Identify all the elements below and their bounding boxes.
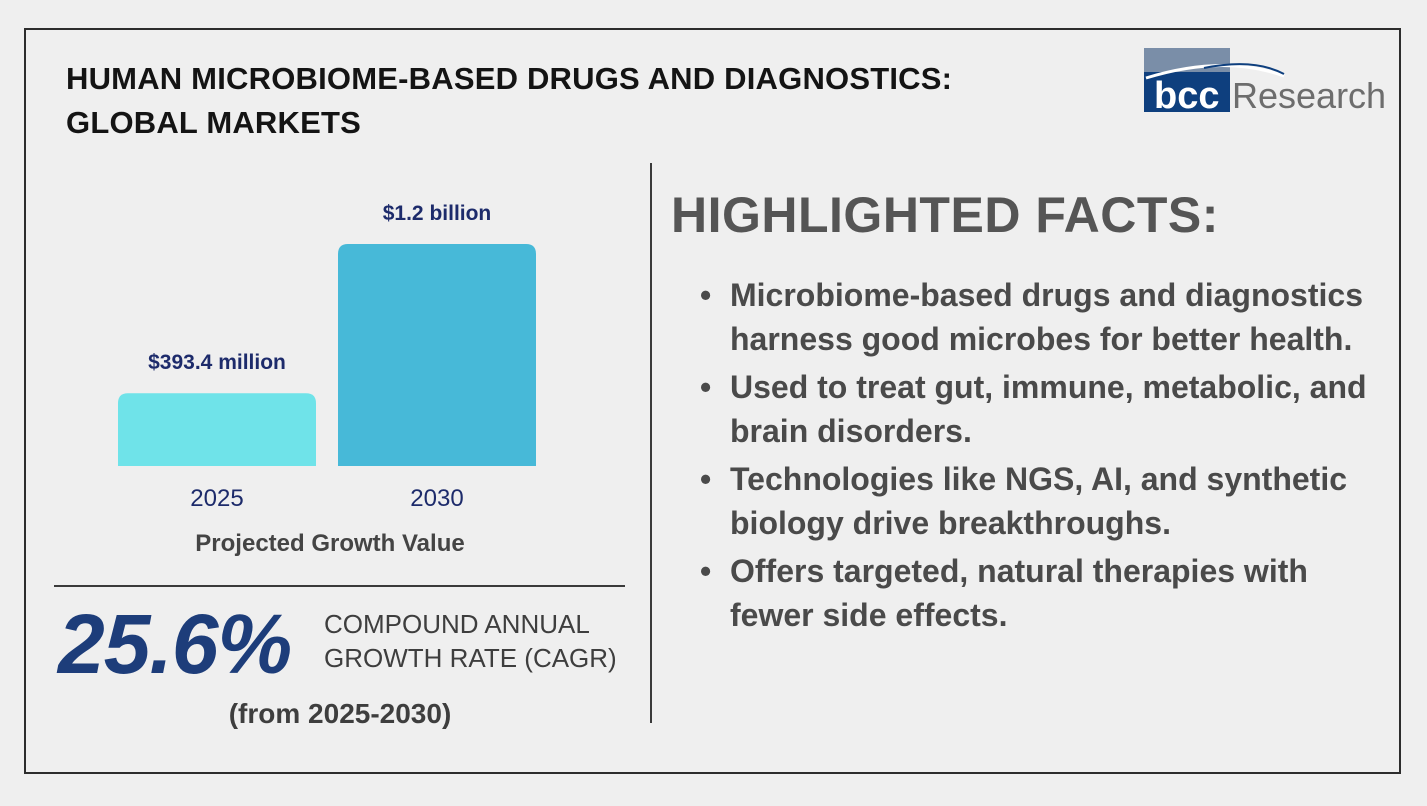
cagr-label: [324, 607, 624, 675]
title-line-1: HUMAN MICROBIOME-BASED DRUGS AND DIAGNOSTICS:: [66, 61, 953, 96]
fact-text: Microbiome-based drugs and diagnostics harness good microbes for better health.: [730, 277, 1363, 357]
bcc-research-logo: [1144, 48, 1387, 117]
vertical-divider: [650, 163, 652, 723]
fact-item: [700, 457, 1385, 545]
logo-word: Research: [1232, 75, 1387, 116]
fact-text: Used to treat gut, immune, metabolic, and brain disorders.: [730, 369, 1367, 449]
facts-list: [700, 273, 1385, 641]
bullet-icon: •: [700, 553, 712, 589]
market-growth-bar-chart: [60, 180, 640, 520]
fact-text: Offers targeted, natural therapies with fewer side effects.: [730, 553, 1308, 633]
fact-item: [700, 549, 1385, 637]
logo-mark: bcc: [1154, 75, 1220, 117]
horizontal-divider: [54, 585, 625, 587]
page-title: [66, 57, 952, 145]
cagr-value: 25.6%: [58, 597, 292, 691]
bullet-icon: •: [700, 461, 712, 497]
cagr-period: (from 2025-2030): [228, 698, 452, 729]
bar-2025: [118, 393, 316, 466]
fact-item: [700, 273, 1385, 361]
bullet-icon: •: [700, 277, 712, 313]
cagr-label-line-2: GROWTH RATE (CAGR): [324, 643, 617, 673]
bar-2030: [338, 244, 536, 466]
cagr-label-line-1: COMPOUND ANNUAL: [324, 609, 590, 639]
x-tick-label: 2025: [190, 485, 244, 512]
title-line-2: GLOBAL MARKETS: [66, 105, 361, 140]
fact-item: [700, 365, 1385, 453]
bar-value-label: $1.2 billion: [382, 202, 492, 225]
facts-heading: HIGHLIGHTED FACTS:: [671, 187, 1219, 243]
chart-x-label: Projected Growth Value: [195, 530, 465, 557]
x-tick-label: 2030: [410, 485, 464, 512]
fact-text: Technologies like NGS, AI, and synthetic biology drive breakthroughs.: [730, 461, 1348, 541]
bullet-icon: •: [700, 369, 712, 405]
bar-value-label: $393.4 million: [148, 351, 286, 375]
